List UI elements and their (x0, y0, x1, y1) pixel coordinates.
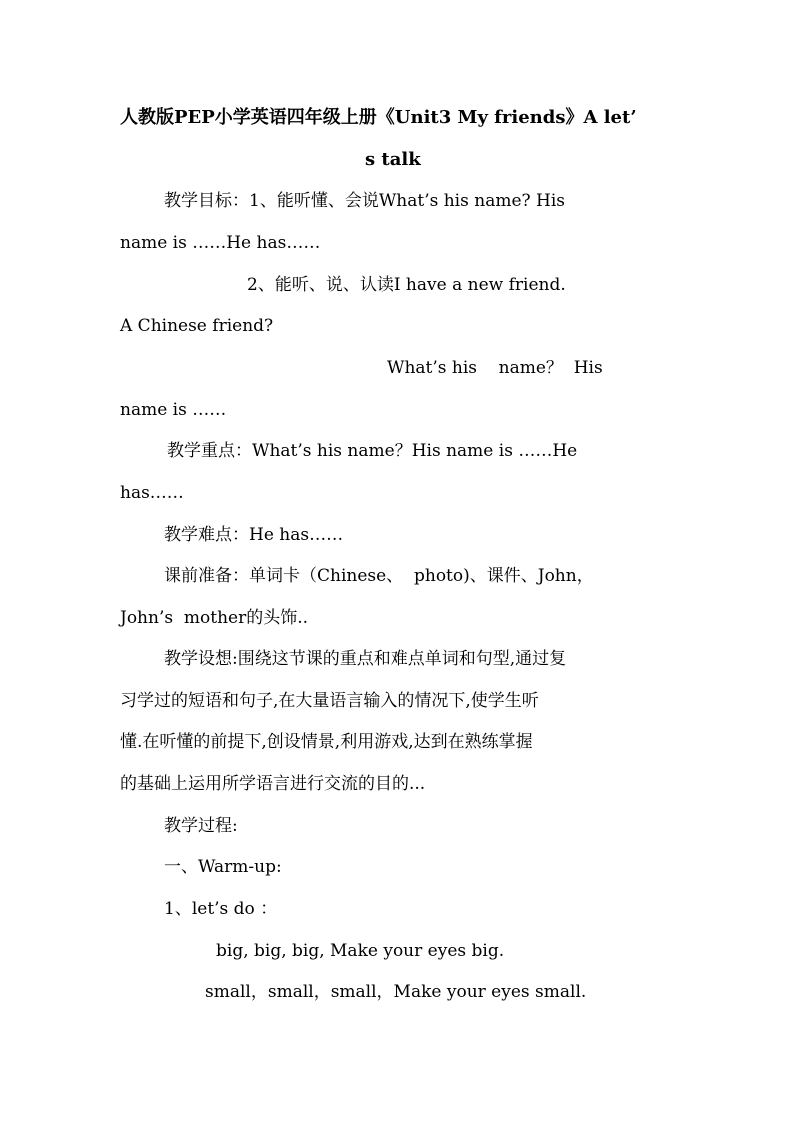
key-points-line-1: 教学重点：What’s his name？His name is ……He (167, 441, 578, 461)
objective-line-5: What’s his name？ His (387, 358, 603, 378)
process-heading: 教学过程: (164, 816, 238, 836)
lets-do-heading: 1、let’s do ： (164, 899, 278, 919)
objective-line-6: name is …… (120, 400, 227, 420)
design-line-1: 教学设想:围绕这节课的重点和难点单词和句型,通过复 (164, 649, 567, 669)
title-line-1: 人教版PEP小学英语四年级上册《Unit3 My friends》A let’ (120, 107, 637, 128)
objective-line-2: name is ……He has…… (120, 233, 321, 253)
warmup-heading: 一、Warm-up: (164, 857, 282, 877)
objective-line-1: 教学目标：1、能听懂、会说What’s his name? His (164, 191, 566, 211)
key-points-line-2: has…… (120, 483, 184, 503)
design-line-4: 的基础上运用所学语言进行交流的目的... (120, 774, 426, 794)
chant-line-2: small，small，small，Make your eyes small. (205, 982, 587, 1002)
objective-line-4: A Chinese friend? (120, 316, 274, 336)
preparation-line-1: 课前准备：单词卡（Chinese、 photo)、课件、John， (164, 566, 594, 586)
preparation-line-2: John’s mother的头饰.. (120, 608, 309, 628)
difficulty-line: 教学难点：He has…… (164, 525, 344, 545)
design-line-2: 习学过的短语和句子,在大量语言输入的情况下,使学生听 (120, 691, 539, 711)
objective-line-3: 2、能听、说、认读I have a new friend. (247, 275, 566, 295)
design-line-3: 懂.在听懂的前提下,创设情景,利用游戏,达到在熟练掌握 (120, 732, 533, 752)
title-line-2: s talk (365, 149, 421, 170)
chant-line-1: big, big, big, Make your eyes big. (216, 941, 505, 961)
